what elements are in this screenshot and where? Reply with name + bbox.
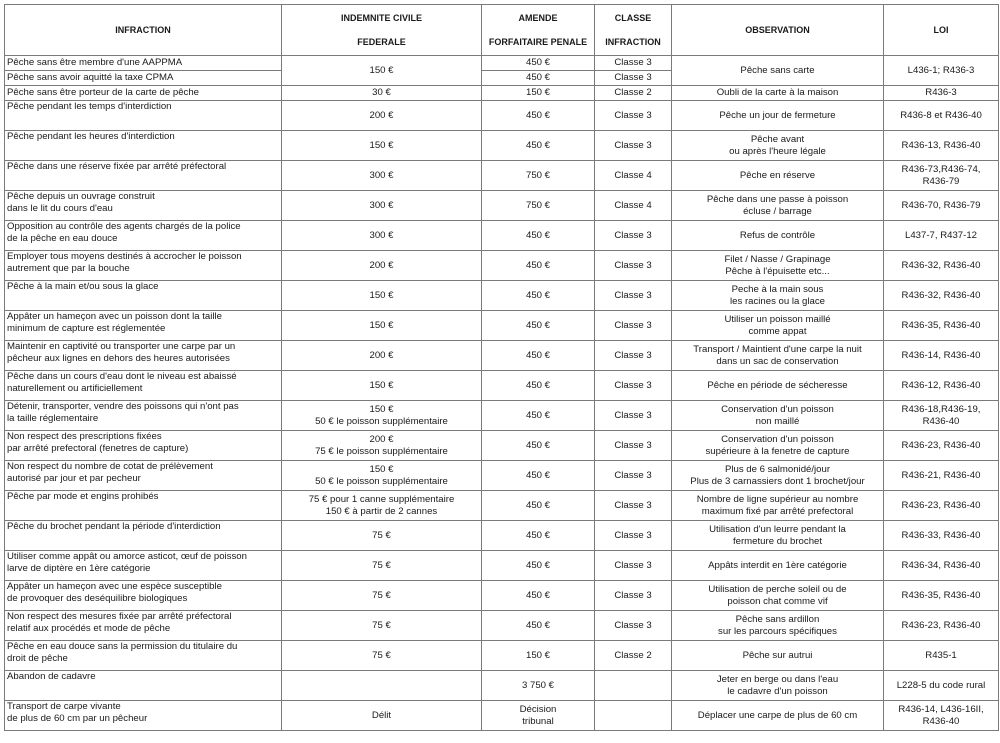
amende-cell: 450 € bbox=[482, 611, 595, 641]
classe-cell: Classe 3 bbox=[595, 251, 672, 281]
amende-cell: 450 € bbox=[482, 491, 595, 521]
amende-cell: 450 € bbox=[482, 101, 595, 131]
amende-cell: 450 € bbox=[482, 431, 595, 461]
loi-cell: R436-73,R436-74, R436-79 bbox=[884, 161, 999, 191]
classe-cell: Classe 3 bbox=[595, 611, 672, 641]
loi-cell: R436-23, R436-40 bbox=[884, 431, 999, 461]
observation-cell: Utiliser un poisson maillé comme appat bbox=[672, 311, 884, 341]
classe-cell: Classe 2 bbox=[595, 86, 672, 101]
indemnite-cell: 150 € bbox=[282, 131, 482, 161]
classe-cell: Classe 3 bbox=[595, 221, 672, 251]
indemnite-cell: 150 € bbox=[282, 281, 482, 311]
infraction-cell: Pêche dans une réserve fixée par arrêté préfectoral bbox=[5, 161, 282, 191]
loi-cell: L437-7, R437-12 bbox=[884, 221, 999, 251]
header-observation: OBSERVATION bbox=[672, 5, 884, 56]
indemnite-cell: 300 € bbox=[282, 161, 482, 191]
indemnite-cell: 200 € 75 € le poisson supplémentaire bbox=[282, 431, 482, 461]
infraction-cell: Non respect du nombre de cotat de prélèvement autorisé par jour et par pecheur bbox=[5, 461, 282, 491]
indemnite-cell: 75 € bbox=[282, 521, 482, 551]
indemnite-cell: 200 € bbox=[282, 101, 482, 131]
loi-cell: R436-35, R436-40 bbox=[884, 311, 999, 341]
loi-cell: R436-23, R436-40 bbox=[884, 491, 999, 521]
fishing-infractions-sheet bbox=[4, 4, 998, 731]
observation-cell: Peche à la main sous les racines ou la glace bbox=[672, 281, 884, 311]
classe-cell: Classe 3 bbox=[595, 431, 672, 461]
loi-cell: R436-12, R436-40 bbox=[884, 371, 999, 401]
table-row bbox=[5, 86, 999, 101]
amende-cell: 450 € bbox=[482, 71, 595, 86]
loi-cell: R436-13, R436-40 bbox=[884, 131, 999, 161]
table-row bbox=[5, 371, 999, 401]
classe-cell: Classe 3 bbox=[595, 101, 672, 131]
classe-cell: Classe 3 bbox=[595, 341, 672, 371]
infraction-cell: Non respect des prescriptions fixées par arrêté prefectoral (fenetres de capture) bbox=[5, 431, 282, 461]
classe-cell: Classe 3 bbox=[595, 281, 672, 311]
infraction-cell: Transport de carpe vivante de plus de 60 cm par un pêcheur bbox=[5, 701, 282, 731]
observation-cell: Conservation d'un poisson supérieure à la fenetre de capture bbox=[672, 431, 884, 461]
header-classe: CLASSE INFRACTION bbox=[595, 5, 672, 56]
amende-cell: 450 € bbox=[482, 311, 595, 341]
loi-cell: R436-21, R436-40 bbox=[884, 461, 999, 491]
infraction-cell: Abandon de cadavre bbox=[5, 671, 282, 701]
table-row bbox=[5, 521, 999, 551]
amende-cell: 450 € bbox=[482, 131, 595, 161]
classe-cell: Classe 2 bbox=[595, 641, 672, 671]
indemnite-cell bbox=[282, 671, 482, 701]
infraction-cell: Appâter un hameçon avec un poisson dont la taille minimum de capture est réglementée bbox=[5, 311, 282, 341]
header-indemnite: INDEMNITE CIVILE FEDERALE bbox=[282, 5, 482, 56]
table-row bbox=[5, 131, 999, 161]
classe-cell: Classe 3 bbox=[595, 131, 672, 161]
indemnite-cell: 150 € bbox=[282, 56, 482, 86]
infraction-cell: Non respect des mesures fixée par arrêté préfectoral relatif aux procédés et mode de pêche bbox=[5, 611, 282, 641]
infraction-cell: Pêche sans avoir aquitté la taxe CPMA bbox=[5, 71, 282, 86]
indemnite-cell: 200 € bbox=[282, 341, 482, 371]
indemnite-cell: 300 € bbox=[282, 221, 482, 251]
table-row bbox=[5, 251, 999, 281]
header-infraction: INFRACTION bbox=[5, 5, 282, 56]
classe-cell: Classe 4 bbox=[595, 161, 672, 191]
table-row bbox=[5, 341, 999, 371]
loi-cell: R436-32, R436-40 bbox=[884, 281, 999, 311]
observation-cell: Appâts interdit en 1ère catégorie bbox=[672, 551, 884, 581]
amende-cell: 450 € bbox=[482, 56, 595, 71]
classe-cell: Classe 3 bbox=[595, 371, 672, 401]
observation-cell: Pêche sur autrui bbox=[672, 641, 884, 671]
amende-cell: 450 € bbox=[482, 581, 595, 611]
observation-cell: Plus de 6 salmonidé/jour Plus de 3 carnassiers dont 1 brochet/jour bbox=[672, 461, 884, 491]
table-row bbox=[5, 281, 999, 311]
header-loi: LOI bbox=[884, 5, 999, 56]
loi-cell: R436-23, R436-40 bbox=[884, 611, 999, 641]
table-row bbox=[5, 461, 999, 491]
indemnite-cell: 30 € bbox=[282, 86, 482, 101]
observation-cell: Pêche dans une passe à poisson écluse / barrage bbox=[672, 191, 884, 221]
indemnite-cell: Délit bbox=[282, 701, 482, 731]
infraction-cell: Maintenir en captivité ou transporter une carpe par un pêcheur aux lignes en dehors des heures autorisées bbox=[5, 341, 282, 371]
amende-cell: 450 € bbox=[482, 401, 595, 431]
amende-cell: 150 € bbox=[482, 641, 595, 671]
amende-cell: 3 750 € bbox=[482, 671, 595, 701]
indemnite-cell: 75 € pour 1 canne supplémentaire 150 € à partir de 2 cannes bbox=[282, 491, 482, 521]
header-row bbox=[5, 5, 999, 56]
table-row bbox=[5, 491, 999, 521]
table-row bbox=[5, 581, 999, 611]
infraction-cell: Appâter un hameçon avec une espèce susceptible de provoquer des deséquilibre biologiques bbox=[5, 581, 282, 611]
amende-cell: 450 € bbox=[482, 461, 595, 491]
amende-cell: 750 € bbox=[482, 161, 595, 191]
table-row bbox=[5, 551, 999, 581]
table-row bbox=[5, 401, 999, 431]
infraction-cell: Pêche dans un cours d'eau dont le niveau est abaissé naturellement ou artificiellement bbox=[5, 371, 282, 401]
infraction-cell: Pêche pendant les temps d'interdiction bbox=[5, 101, 282, 131]
loi-cell: R436-33, R436-40 bbox=[884, 521, 999, 551]
table-row bbox=[5, 56, 999, 71]
loi-cell: L436-1; R436-3 bbox=[884, 56, 999, 86]
loi-cell: R436-14, L436-16II, R436-40 bbox=[884, 701, 999, 731]
classe-cell: Classe 3 bbox=[595, 56, 672, 71]
amende-cell: Décision tribunal bbox=[482, 701, 595, 731]
observation-cell: Pêche en période de sécheresse bbox=[672, 371, 884, 401]
infraction-cell: Pêche du brochet pendant la période d'interdiction bbox=[5, 521, 282, 551]
infraction-cell: Pêche à la main et/ou sous la glace bbox=[5, 281, 282, 311]
observation-cell: Nombre de ligne supérieur au nombre maximum fixé par arrêté prefectoral bbox=[672, 491, 884, 521]
infraction-cell: Détenir, transporter, vendre des poissons qui n'ont pas la taille réglementaire bbox=[5, 401, 282, 431]
loi-cell: R436-35, R436-40 bbox=[884, 581, 999, 611]
loi-cell: L228-5 du code rural bbox=[884, 671, 999, 701]
observation-cell: Pêche sans carte bbox=[672, 56, 884, 86]
amende-cell: 450 € bbox=[482, 221, 595, 251]
observation-cell: Utilisation de perche soleil ou de poisson chat comme vif bbox=[672, 581, 884, 611]
amende-cell: 450 € bbox=[482, 251, 595, 281]
observation-cell: Refus de contrôle bbox=[672, 221, 884, 251]
infraction-cell: Employer tous moyens destinés à accrocher le poisson autrement que par la bouche bbox=[5, 251, 282, 281]
indemnite-cell: 75 € bbox=[282, 581, 482, 611]
amende-cell: 450 € bbox=[482, 371, 595, 401]
amende-cell: 450 € bbox=[482, 341, 595, 371]
loi-cell: R436-8 et R436-40 bbox=[884, 101, 999, 131]
infraction-cell: Pêche en eau douce sans la permission du titulaire du droit de pêche bbox=[5, 641, 282, 671]
infraction-cell: Pêche sans être porteur de la carte de pêche bbox=[5, 86, 282, 101]
table-row bbox=[5, 311, 999, 341]
table-row bbox=[5, 611, 999, 641]
indemnite-cell: 300 € bbox=[282, 191, 482, 221]
classe-cell: Classe 3 bbox=[595, 461, 672, 491]
table-row bbox=[5, 101, 999, 131]
classe-cell: Classe 3 bbox=[595, 551, 672, 581]
observation-cell: Pêche sans ardillon sur les parcours spécifiques bbox=[672, 611, 884, 641]
loi-cell: R436-32, R436-40 bbox=[884, 251, 999, 281]
indemnite-cell: 75 € bbox=[282, 551, 482, 581]
observation-cell: Pêche avant ou après l'heure légale bbox=[672, 131, 884, 161]
infraction-cell: Pêche pendant les heures d'interdiction bbox=[5, 131, 282, 161]
classe-cell: Classe 3 bbox=[595, 581, 672, 611]
loi-cell: R436-34, R436-40 bbox=[884, 551, 999, 581]
table-row bbox=[5, 191, 999, 221]
observation-cell: Pêche en réserve bbox=[672, 161, 884, 191]
classe-cell: Classe 3 bbox=[595, 491, 672, 521]
classe-cell bbox=[595, 671, 672, 701]
table-row bbox=[5, 221, 999, 251]
observation-cell: Filet / Nasse / Grapinage Pêche à l'épuisette etc... bbox=[672, 251, 884, 281]
loi-cell: R436-18,R436-19, R436-40 bbox=[884, 401, 999, 431]
observation-cell: Conservation d'un poisson non maillé bbox=[672, 401, 884, 431]
observation-cell: Déplacer une carpe de plus de 60 cm bbox=[672, 701, 884, 731]
infractions-table bbox=[4, 4, 999, 731]
observation-cell: Jeter en berge ou dans l'eau le cadavre d'un poisson bbox=[672, 671, 884, 701]
loi-cell: R436-14, R436-40 bbox=[884, 341, 999, 371]
observation-cell: Pêche un jour de fermeture bbox=[672, 101, 884, 131]
amende-cell: 450 € bbox=[482, 551, 595, 581]
infraction-cell: Pêche par mode et engins prohibés bbox=[5, 491, 282, 521]
indemnite-cell: 75 € bbox=[282, 641, 482, 671]
amende-cell: 750 € bbox=[482, 191, 595, 221]
table-row bbox=[5, 671, 999, 701]
header-amende: AMENDE FORFAITAIRE PENALE bbox=[482, 5, 595, 56]
classe-cell: Classe 3 bbox=[595, 71, 672, 86]
indemnite-cell: 150 € bbox=[282, 371, 482, 401]
infraction-cell: Pêche depuis un ouvrage construit dans le lit du cours d'eau bbox=[5, 191, 282, 221]
classe-cell bbox=[595, 701, 672, 731]
indemnite-cell: 200 € bbox=[282, 251, 482, 281]
loi-cell: R435-1 bbox=[884, 641, 999, 671]
classe-cell: Classe 4 bbox=[595, 191, 672, 221]
indemnite-cell: 75 € bbox=[282, 611, 482, 641]
infraction-cell: Utiliser comme appât ou amorce asticot, œuf de poisson larve de diptère en 1ère catégorie bbox=[5, 551, 282, 581]
observation-cell: Transport / Maintient d'une carpe la nuit dans un sac de conservation bbox=[672, 341, 884, 371]
table-row bbox=[5, 701, 999, 731]
table-row bbox=[5, 431, 999, 461]
indemnite-cell: 150 € 50 € le poisson supplémentaire bbox=[282, 401, 482, 431]
indemnite-cell: 150 € 50 € le poisson supplémentaire bbox=[282, 461, 482, 491]
infraction-cell: Opposition au contrôle des agents chargés de la police de la pêche en eau douce bbox=[5, 221, 282, 251]
classe-cell: Classe 3 bbox=[595, 521, 672, 551]
indemnite-cell: 150 € bbox=[282, 311, 482, 341]
amende-cell: 450 € bbox=[482, 281, 595, 311]
observation-cell: Utilisation d'un leurre pendant la fermeture du brochet bbox=[672, 521, 884, 551]
table-row bbox=[5, 641, 999, 671]
loi-cell: R436-70, R436-79 bbox=[884, 191, 999, 221]
amende-cell: 450 € bbox=[482, 521, 595, 551]
loi-cell: R436-3 bbox=[884, 86, 999, 101]
classe-cell: Classe 3 bbox=[595, 401, 672, 431]
observation-cell: Oubli de la carte à la maison bbox=[672, 86, 884, 101]
table-row bbox=[5, 161, 999, 191]
infraction-cell: Pêche sans être membre d'une AAPPMA bbox=[5, 56, 282, 71]
amende-cell: 150 € bbox=[482, 86, 595, 101]
classe-cell: Classe 3 bbox=[595, 311, 672, 341]
